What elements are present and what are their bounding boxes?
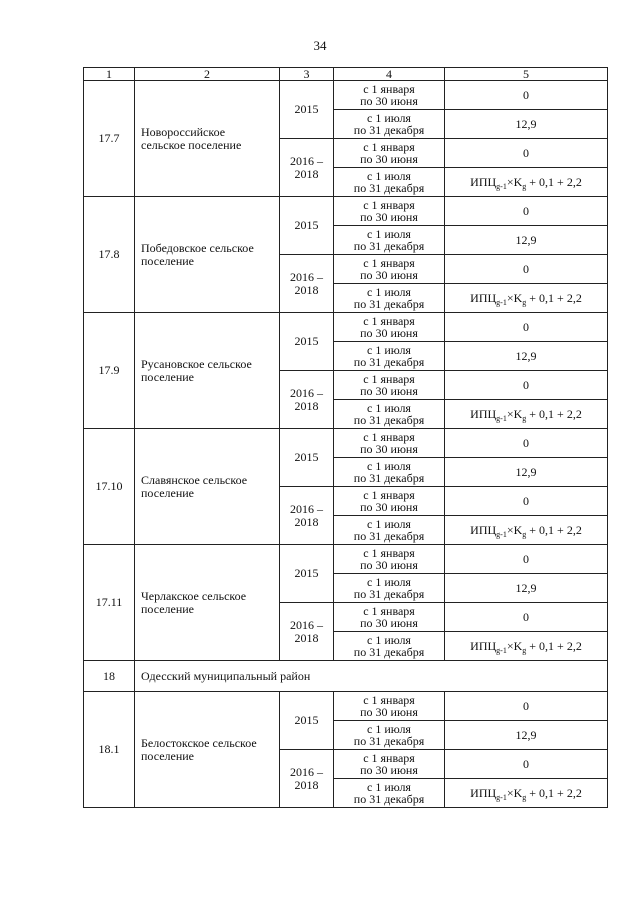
year-range-line-1: 2016 –: [290, 269, 323, 284]
formula-sub1: g-1: [496, 297, 507, 307]
period-cell: [334, 487, 445, 516]
settlement-name: [135, 545, 280, 661]
formula-times: ×K: [506, 522, 523, 537]
column-header: 3: [280, 68, 334, 81]
period-cell: [334, 197, 445, 226]
year-2015: 2015: [280, 197, 334, 255]
formula-sub1: g-1: [496, 792, 507, 802]
table-row: [84, 313, 608, 342]
period-line-1: с 1 января: [363, 198, 415, 212]
period-cell: [334, 400, 445, 429]
period-cell: [334, 429, 445, 458]
period-line-1: с 1 июля: [367, 169, 411, 183]
period-line-2: по 31 декабря: [353, 181, 425, 195]
value-cell: 0: [445, 139, 608, 168]
year-range: [280, 139, 334, 197]
formula-main: ИПЦ: [470, 638, 497, 653]
value-cell: 0: [445, 81, 608, 110]
settlement-name-line-1: Черлакское сельское: [141, 588, 247, 603]
year-range: [280, 603, 334, 661]
period-line-2: по 31 декабря: [353, 123, 425, 137]
year-2015: 2015: [280, 313, 334, 371]
year-range: [280, 371, 334, 429]
settlement-name: [135, 313, 280, 429]
year-2015: 2015: [280, 545, 334, 603]
tariff-table: [83, 67, 608, 808]
period-line-1: с 1 января: [363, 488, 415, 502]
period-line-2: по 30 июня: [360, 210, 418, 224]
period-line-2: по 30 июня: [360, 326, 418, 340]
region-row: [84, 661, 608, 692]
table-row: [84, 81, 608, 110]
value-cell: 0: [445, 429, 608, 458]
settlement-name-line-2: поселение: [141, 369, 195, 384]
period-cell: [334, 545, 445, 574]
row-number: 17.9: [84, 313, 135, 429]
period-line-1: с 1 июля: [367, 517, 411, 531]
formula-main: ИПЦ: [470, 290, 497, 305]
period-cell: [334, 139, 445, 168]
settlement-name-line-1: Новороссийское: [141, 124, 226, 139]
value-cell: 0: [445, 255, 608, 284]
period-line-2: по 31 декабря: [353, 413, 425, 427]
period-cell: [334, 81, 445, 110]
formula-times: ×K: [506, 638, 523, 653]
formula-main: ИПЦ: [470, 406, 497, 421]
year-range-line-2: 2018: [294, 777, 319, 792]
value-cell: 0: [445, 750, 608, 779]
formula-times: ×K: [506, 174, 523, 189]
row-number: 18.1: [84, 692, 135, 808]
period-cell: [334, 692, 445, 721]
period-line-2: по 30 июня: [360, 94, 418, 108]
period-line-2: по 31 декабря: [353, 587, 425, 601]
value-cell: 0: [445, 313, 608, 342]
settlement-name-line-1: Славянское сельское: [141, 472, 248, 487]
year-2015: 2015: [280, 692, 334, 750]
table-row: [84, 545, 608, 574]
period-line-2: по 31 декабря: [353, 239, 425, 253]
formula-tail: + 0,1 + 2,2: [526, 174, 582, 189]
formula-times: ×K: [506, 785, 523, 800]
region-name: Одесский муниципальный район: [135, 661, 608, 692]
formula-times: ×K: [506, 406, 523, 421]
value-cell: 0: [445, 487, 608, 516]
formula-sub1: g-1: [496, 181, 507, 191]
year-range-line-1: 2016 –: [290, 617, 323, 632]
value-cell: 0: [445, 692, 608, 721]
row-number: 17.11: [84, 545, 135, 661]
year-range-line-2: 2018: [294, 630, 319, 645]
table-row: [84, 429, 608, 458]
period-line-1: с 1 июля: [367, 111, 411, 125]
period-line-2: по 31 декабря: [353, 645, 425, 659]
year-range-line-1: 2016 –: [290, 385, 323, 400]
formula-tail: + 0,1 + 2,2: [526, 406, 582, 421]
period-line-1: с 1 июля: [367, 722, 411, 736]
period-line-2: по 30 июня: [360, 442, 418, 456]
settlement-name-line-1: Русановское сельское: [141, 356, 252, 371]
period-cell: [334, 255, 445, 284]
settlement-name-line-2: поселение: [141, 748, 195, 763]
period-cell: [334, 721, 445, 750]
value-cell: 0: [445, 545, 608, 574]
settlement-name: [135, 197, 280, 313]
column-header: 5: [445, 68, 608, 81]
formula-cell: [445, 400, 608, 429]
value-cell: 12,9: [445, 574, 608, 603]
formula-cell: [445, 779, 608, 808]
period-line-2: по 30 июня: [360, 558, 418, 572]
period-cell: [334, 574, 445, 603]
year-range-line-2: 2018: [294, 282, 319, 297]
period-cell: [334, 779, 445, 808]
year-range-line-1: 2016 –: [290, 501, 323, 516]
period-line-2: по 30 июня: [360, 500, 418, 514]
value-cell: 0: [445, 603, 608, 632]
formula-main: ИПЦ: [470, 785, 497, 800]
period-line-2: по 31 декабря: [353, 792, 425, 806]
column-header: 2: [135, 68, 280, 81]
value-cell: 12,9: [445, 110, 608, 139]
period-cell: [334, 226, 445, 255]
year-range-line-1: 2016 –: [290, 153, 323, 168]
year-range: [280, 255, 334, 313]
formula-sub1: g-1: [496, 529, 507, 539]
settlement-name-line-2: поселение: [141, 253, 195, 268]
table-row: [84, 692, 608, 721]
period-line-1: с 1 июля: [367, 780, 411, 794]
formula-cell: [445, 516, 608, 545]
formula-sub2: g: [522, 645, 527, 655]
period-line-1: с 1 января: [363, 546, 415, 560]
page-number: 34: [313, 38, 327, 53]
period-line-2: по 30 июня: [360, 384, 418, 398]
formula-cell: [445, 168, 608, 197]
period-line-1: с 1 января: [363, 314, 415, 328]
period-cell: [334, 371, 445, 400]
settlement-name: [135, 81, 280, 197]
formula-tail: + 0,1 + 2,2: [526, 785, 582, 800]
formula-cell: [445, 632, 608, 661]
period-line-2: по 30 июня: [360, 705, 418, 719]
formula-tail: + 0,1 + 2,2: [526, 638, 582, 653]
row-number: 17.8: [84, 197, 135, 313]
period-line-2: по 30 июня: [360, 616, 418, 630]
period-line-2: по 30 июня: [360, 763, 418, 777]
period-line-2: по 31 декабря: [353, 471, 425, 485]
period-line-1: с 1 января: [363, 693, 415, 707]
year-2015: 2015: [280, 81, 334, 139]
period-cell: [334, 750, 445, 779]
period-line-2: по 31 декабря: [353, 734, 425, 748]
settlement-name: [135, 692, 280, 808]
value-cell: 0: [445, 371, 608, 400]
year-range-line-2: 2018: [294, 166, 319, 181]
period-cell: [334, 110, 445, 139]
formula-main: ИПЦ: [470, 174, 497, 189]
period-cell: [334, 342, 445, 371]
year-range-line-2: 2018: [294, 514, 319, 529]
period-cell: [334, 458, 445, 487]
formula-times: ×K: [506, 290, 523, 305]
period-line-1: с 1 июля: [367, 285, 411, 299]
period-line-1: с 1 июля: [367, 343, 411, 357]
formula-sub2: g: [522, 413, 527, 423]
period-cell: [334, 313, 445, 342]
table-row: [84, 197, 608, 226]
period-line-1: с 1 января: [363, 82, 415, 96]
period-line-1: с 1 января: [363, 372, 415, 386]
year-range: [280, 750, 334, 808]
value-cell: 12,9: [445, 721, 608, 750]
row-number: 17.7: [84, 81, 135, 197]
period-line-1: с 1 июля: [367, 227, 411, 241]
period-line-2: по 30 июня: [360, 268, 418, 282]
period-cell: [334, 516, 445, 545]
period-line-1: с 1 января: [363, 430, 415, 444]
period-line-1: с 1 июля: [367, 401, 411, 415]
period-line-1: с 1 января: [363, 751, 415, 765]
period-line-1: с 1 июля: [367, 459, 411, 473]
settlement-name-line-2: поселение: [141, 485, 195, 500]
region-number: 18: [84, 661, 135, 692]
formula-sub2: g: [522, 529, 527, 539]
settlement-name-line-1: Победовское сельское: [141, 240, 254, 255]
row-number: 17.10: [84, 429, 135, 545]
formula-tail: + 0,1 + 2,2: [526, 522, 582, 537]
settlement-name-line-1: Белостокское сельское: [141, 735, 257, 750]
period-line-1: с 1 января: [363, 256, 415, 270]
period-cell: [334, 284, 445, 313]
value-cell: 12,9: [445, 458, 608, 487]
period-line-2: по 31 декабря: [353, 529, 425, 543]
settlement-name-line-2: поселение: [141, 601, 195, 616]
formula-cell: [445, 284, 608, 313]
formula-main: ИПЦ: [470, 522, 497, 537]
formula-sub1: g-1: [496, 413, 507, 423]
year-range-line-2: 2018: [294, 398, 319, 413]
period-cell: [334, 632, 445, 661]
year-range: [280, 487, 334, 545]
value-cell: 12,9: [445, 342, 608, 371]
period-line-2: по 30 июня: [360, 152, 418, 166]
period-line-2: по 31 декабря: [353, 297, 425, 311]
value-cell: 0: [445, 197, 608, 226]
period-line-1: с 1 июля: [367, 575, 411, 589]
period-cell: [334, 168, 445, 197]
column-header: 1: [84, 68, 135, 81]
formula-sub1: g-1: [496, 645, 507, 655]
table-header-row: [84, 68, 608, 81]
formula-sub2: g: [522, 792, 527, 802]
column-header: 4: [334, 68, 445, 81]
year-range-line-1: 2016 –: [290, 764, 323, 779]
period-line-1: с 1 января: [363, 140, 415, 154]
formula-sub2: g: [522, 181, 527, 191]
period-line-2: по 31 декабря: [353, 355, 425, 369]
settlement-name: [135, 429, 280, 545]
period-cell: [334, 603, 445, 632]
period-line-1: с 1 июля: [367, 633, 411, 647]
settlement-name-line-2: сельское поселение: [141, 137, 242, 152]
period-line-1: с 1 января: [363, 604, 415, 618]
year-2015: 2015: [280, 429, 334, 487]
formula-tail: + 0,1 + 2,2: [526, 290, 582, 305]
value-cell: 12,9: [445, 226, 608, 255]
formula-sub2: g: [522, 297, 527, 307]
